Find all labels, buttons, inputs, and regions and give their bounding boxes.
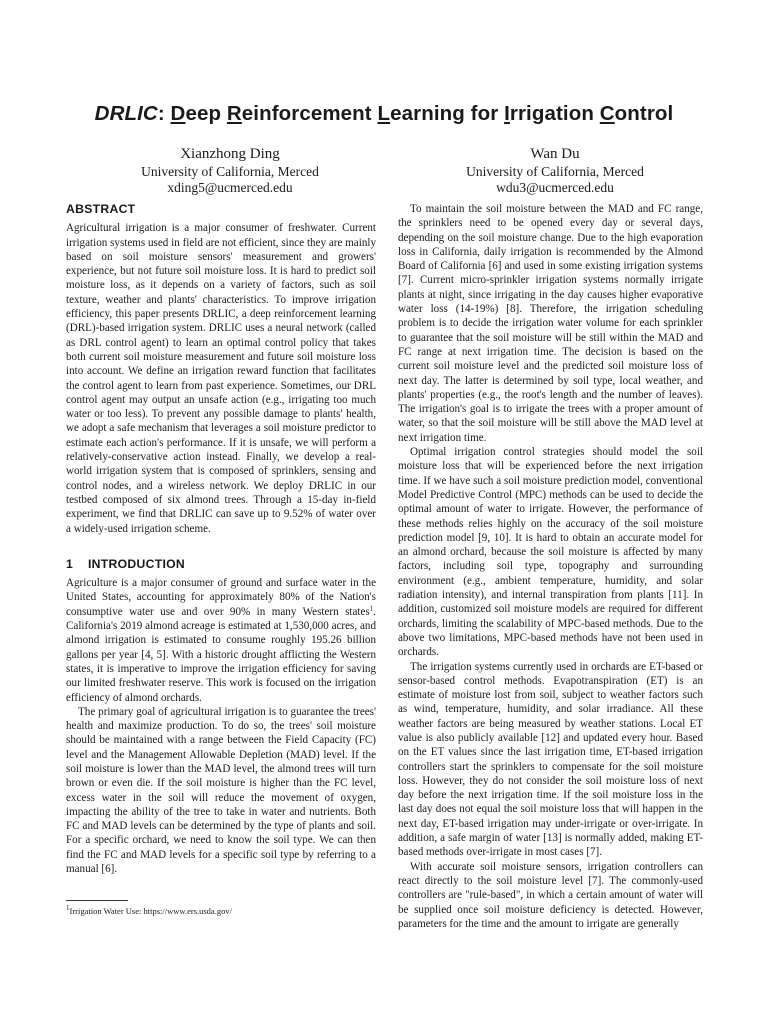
paper-title [0, 102, 768, 126]
intro-paragraph-1 [66, 576, 376, 705]
title-word: rrigation [509, 102, 600, 125]
footnote-divider [66, 900, 128, 901]
footnote [66, 906, 376, 917]
title-initial: R [226, 102, 242, 125]
right-paragraph-3: The irrigation systems currently used in orchards are ET-based or sensor-based control methods. Evapotranspiration (ET) is an estimate of moisture lost from soil, subject to weather factors such as wind, temperature, humidity, and solar irradiance. All these weather factors are being measured by weather stations. Local ET value is also publicly available [12] and updated every hour. Based on the ET values since the last irrigation time, ET-based irrigation controllers start the sprinklers to compensate for the soil moisture loss. However, they do not consider the soil moisture loss of next day before the next irrigation time. If the soil moisture loss in the last day does not equal the soil moisture loss that will happen in the next day, ET-based irrigation may under-irrigate or over-irrigate. In addition, a safe margin of water [13] is normally added, making ET-based methods over-irrigate in most cases [7]. [398, 660, 703, 859]
paragraph-text: . California's 2019 almond acreage is estimated at 1,530,000 acres, and almond irrigation is estimated to consume roughly 195.26 billion gallons per year [4, 5]. With a historic drought afflicting the Western states, it is imperative to improve the irrigation efficiency for saving our limited freshwater reserve. This work is focused on the irrigation efficiency of almond orchards. [66, 605, 376, 704]
footnote-text: Irrigation Water Use: https://www.ers.usda.gov/ [69, 906, 232, 916]
title-initial: I [504, 102, 510, 125]
author-name: Xianzhong Ding [180, 146, 280, 162]
section-number: 1 [66, 556, 74, 571]
author-block-1 [80, 146, 380, 196]
author-email: wdu3@ucmerced.edu [496, 180, 614, 195]
title-initial: C [599, 102, 615, 125]
author-block-2 [405, 146, 705, 196]
title-separator: : [157, 102, 171, 125]
abstract-text: Agricultural irrigation is a major consumer of freshwater. Current irrigation systems used in field are not efficient, since they are mainly based on soil moisture sensors' measurement and growers' experience, but not future soil moisture loss. It is hard to predict soil moisture loss, as it depends on a variety of factors, such as soil texture, weather and plants' characteristics. To improve irrigation efficiency, this paper presents DRLIC, a deep reinforcement learning (DRL)-based irrigation system. DRLIC uses a neural network (called as DRL control agent) to learn an optimal control policy that takes both current soil moisture measurement and future soil moisture loss into account. We define an irrigation reward function that facilitates the control agent to learn from past experience. Sometimes, our DRL control agent may output an unsafe action (e.g., irrigating too much water or too less). To prevent any possible damage to plants' health, we adopt a safe mechanism that leverages a soil moisture predictor to estimate each action's performance. If it is unsafe, we will perform a relatively-conservative action instead. Finally, we develop a real-world irrigation system that is composed of sprinklers, sensing and control nodes, and a wireless network. We deploy DRLIC in our testbed composed of six almond trees. Through a 15-day in-field experiment, we find that DRLIC can save up to 9.52% of water over a widely-used irrigation scheme. [66, 222, 376, 535]
footnote-number: 1 [66, 904, 70, 913]
paragraph-text: Agriculture is a major consumer of ground and surface water in the United States, accounting for approximately 80% of the Nation's consumptive water use and over 90% in many Western states [66, 577, 376, 618]
title-acronym: DRLIC [94, 102, 158, 125]
right-paragraph-1: To maintain the soil moisture between the MAD and FC range, the sprinklers need to be opened every day or several days, depending on the soil moisture change. Due to the high evaporation loss in California, daily irrigation is recommended by the Almond Board of California [6] and used in some existing irrigation systems [7]. Current micro-sprinkler irrigation systems normally irrigate plants at night, since irrigating in the day causes higher evaporative water loss (14-19%) [8]. Therefore, the irrigation scheduling problem is to decide the irrigation water volume for each sprinkler to guarantee that the soil moisture will be still within the MAD and FC range at next irrigation time. The decision is based on the current soil moisture level and the predicted soil moisture loss of next day. The latter is determined by soil type, local weather, and plants' properties (e.g., the root's length and the number of leaves). The irrigation's goal is to irrigate the trees with a proper amount of water, so that the soil moisture will be still above the MAD level at next irrigation time. [398, 203, 703, 444]
author-name: Wan Du [530, 146, 580, 162]
author-affiliation: University of California, Merced [466, 164, 644, 179]
title-word: eep [185, 102, 227, 125]
abstract-heading: ABSTRACT [66, 202, 136, 216]
section-heading [66, 557, 376, 571]
title-word: earning for [390, 102, 505, 125]
title-word: einforcement [241, 102, 378, 125]
author-email: xding5@ucmerced.edu [167, 180, 293, 195]
title-initial: D [170, 102, 186, 125]
intro-paragraph-2: The primary goal of agricultural irrigation is to guarantee the trees' health and maximize production. To do so, the trees' soil moisture should be maintained with a range between the Field Capacity (FC) level and the Management Allowable Depletion (MAD) level. If the soil moisture is lower than the MAD level, the almond trees will turn brown or even die. If the soil moisture is higher than the FC level, excess water in the soil will reduce the movement of oxygen, impacting the ability of the tree to take in water and nutrients. Both FC and MAD levels can be determined by the type of plants and soil. For a specific orchard, we need to know the soil type. We can then find the FC and MAD levels for a specific soil type by referring to a manual [6]. [66, 705, 376, 876]
title-word: ontrol [614, 102, 674, 125]
right-paragraph-2: Optimal irrigation control strategies should model the soil moisture loss that will be experienced before the next irrigation time. If we have such a soil moisture prediction model, conventional Model Predictive Control (MPC) methods can be used to decide the optimal amount of water to irrigate. However, the performance of these methods relies highly on the accuracy of the soil moisture prediction model [9, 10]. It is hard to obtain an accurate model for an almond orchard, because the soil moisture is affected by many factors, including soil type, topography and surrounding environment (e.g., ambient temperature, humidity, and solar radiation intensity), and internal transpiration from plants [11]. In addition, customized soil moisture models are required for different orchards, limiting the scalability of MPC-based methods. Due to the above two limitations, MPC-based methods have not been used in orchards. [398, 446, 703, 659]
left-column [66, 202, 376, 876]
right-column [398, 202, 703, 931]
section-title: INTRODUCTION [88, 556, 186, 571]
title-initial: L [377, 102, 391, 125]
author-affiliation: University of California, Merced [141, 164, 319, 179]
footnote-marker[interactable]: 1 [369, 604, 374, 613]
right-paragraph-4: With accurate soil moisture sensors, irrigation controllers can react directly to the soil moisture level [7]. The commonly-used controllers are "rule-based", in which a certain amount of water will be supplied once soil moisture deficiency is detected. However, parameters for the time and the amount to irrigate are generally [398, 860, 703, 930]
